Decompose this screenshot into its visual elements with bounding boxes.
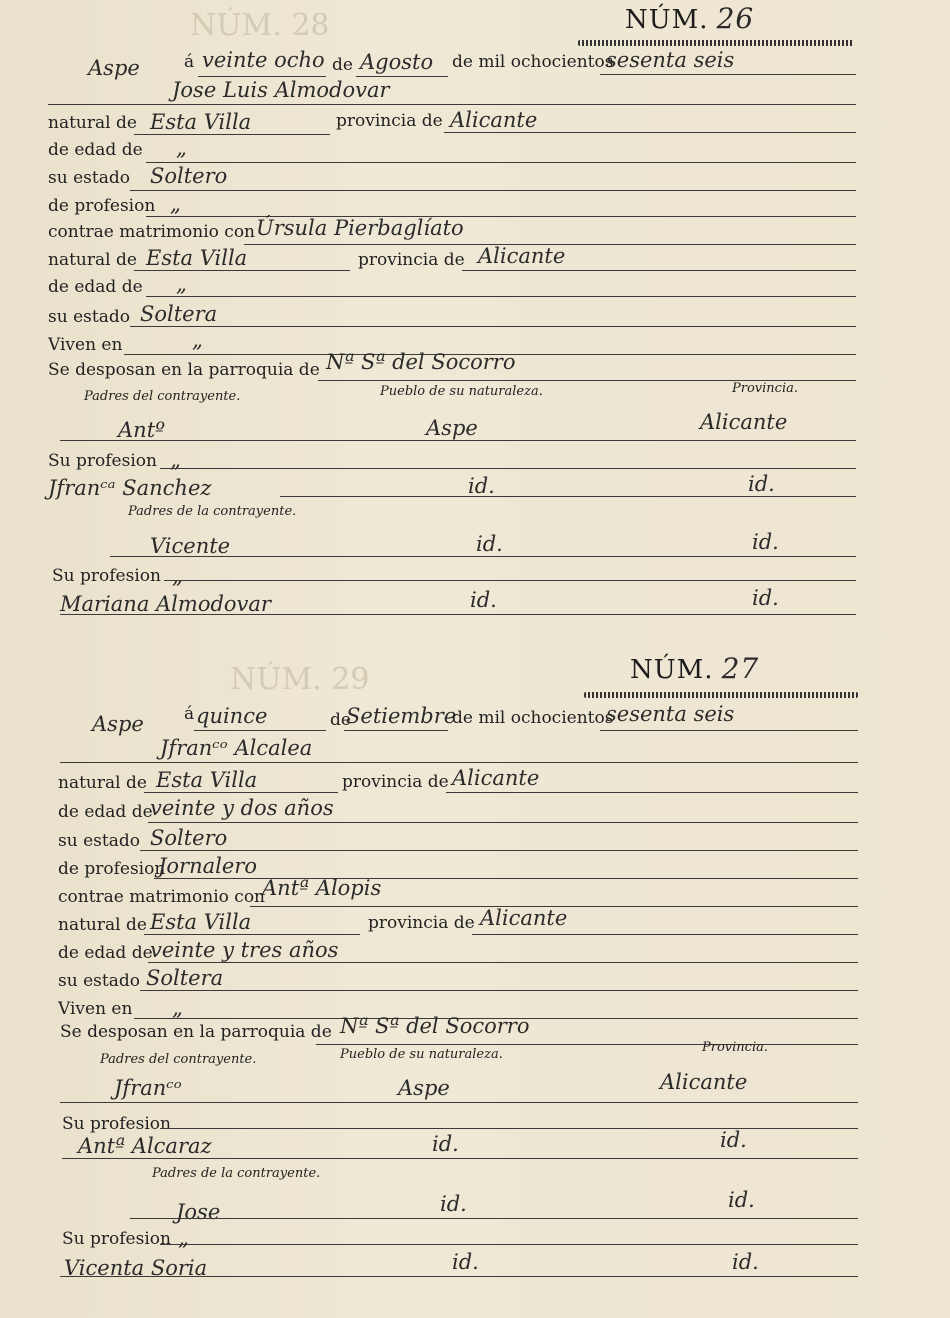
groom-mother: Antª Alcaraz (78, 1134, 212, 1158)
bride-mother: Mariana Almodovar (60, 592, 271, 616)
bride-province: Alicante (478, 244, 566, 268)
bride-age: veinte y tres años (150, 938, 339, 962)
bride-father-profession: „ (172, 564, 183, 588)
printed-de: de (332, 55, 353, 75)
bride-province: Alicante (480, 906, 568, 930)
parish: Nª Sª del Socorro (326, 350, 516, 374)
rule (130, 1218, 858, 1219)
bride-estado: Soltera (140, 302, 218, 326)
printed-provincia-de: provincia de (342, 772, 449, 792)
rule (140, 990, 858, 991)
bride-name: Antª Alopis (262, 876, 382, 900)
printed-contrae: contrae matrimonio con (58, 887, 265, 907)
bride-mother: Vicenta Soria (64, 1256, 208, 1280)
printed-year: de mil ochocientos (452, 52, 614, 72)
groom-father: Jfranᶜᵒ (114, 1076, 182, 1100)
groom-name: Jose Luis Almodovar (172, 78, 390, 102)
header-hometown: Pueblo de su naturaleza. (340, 1047, 503, 1062)
groom-mother-hometown: id. (432, 1132, 459, 1156)
rule (144, 792, 338, 793)
groom-name: Jfranᶜᵒ Alcalea (160, 736, 313, 760)
groom-father-profession: „ (170, 448, 181, 472)
groom-estado: Soltero (150, 164, 228, 188)
groom-mother-hometown: id. (468, 474, 495, 498)
rule (60, 1276, 858, 1277)
printed-viven-en: Viven en (48, 335, 123, 355)
groom-profession: Jornalero (158, 854, 257, 878)
printed-su-estado: su estado (58, 971, 140, 991)
header-bride-parents: Padres de la contrayente. (128, 504, 297, 519)
entry-number-label: NÚM. (630, 655, 714, 685)
bride-natural: Esta Villa (150, 910, 252, 934)
groom-father-hometown: Aspe (398, 1076, 450, 1100)
rule (60, 1102, 858, 1103)
groom-mother: Jfranᶜᵃ Sanchez (48, 476, 212, 500)
month: Setiembre (346, 704, 457, 728)
groom-father-province: Alicante (660, 1070, 748, 1094)
groom-age: veinte y dos años (150, 796, 334, 820)
rule (160, 1128, 858, 1129)
rule (154, 878, 858, 879)
day: veinte ocho (202, 48, 325, 72)
groom-estado: Soltero (150, 826, 228, 850)
header-province: Provincia. (702, 1040, 768, 1055)
rule (140, 850, 858, 851)
entry-number (630, 652, 759, 685)
rule (344, 730, 448, 731)
header-bride-parents: Padres de la contrayente. (152, 1166, 321, 1181)
printed-natural-de: natural de (58, 773, 147, 793)
bleed-through-mark: NÚM. 29 (230, 662, 370, 697)
rule (160, 1244, 858, 1245)
printed-natural-de: natural de (48, 113, 137, 133)
rule (446, 792, 858, 793)
groom-father: Antº (118, 418, 166, 442)
month: Agosto (360, 50, 434, 74)
groom-natural: Esta Villa (150, 110, 252, 134)
header-groom-parents: Padres del contrayente. (84, 389, 241, 404)
printed-de-edad-de: de edad de (58, 802, 153, 822)
groom-mother-province: id. (720, 1128, 747, 1152)
entry-number-label: NÚM. (625, 5, 709, 35)
place: Aspe (92, 712, 144, 736)
printed-de-profesion: de profesion (58, 859, 166, 879)
bride-father-hometown: id. (476, 532, 503, 556)
printed-natural-de: natural de (58, 915, 147, 935)
bride-natural: Esta Villa (146, 246, 248, 270)
year-handwritten: sesenta seis (606, 702, 735, 726)
printed-provincia-de: provincia de (358, 250, 465, 270)
entry-number-ornament (584, 692, 858, 698)
groom-age: „ (176, 136, 187, 160)
printed-contrae: contrae matrimonio con (48, 222, 255, 242)
printed-natural-de: natural de (48, 250, 137, 270)
printed-su-estado: su estado (48, 168, 130, 188)
rule (316, 1044, 858, 1045)
residence: „ (192, 328, 203, 352)
parish: Nª Sª del Socorro (340, 1014, 530, 1038)
groom-natural: Esta Villa (156, 768, 258, 792)
bride-father: Jose (176, 1200, 221, 1224)
bride-father-province: id. (752, 530, 779, 554)
rule (62, 1158, 858, 1159)
bride-mother-province: id. (732, 1250, 759, 1274)
bride-father-hometown: id. (440, 1192, 467, 1216)
rule (148, 822, 858, 823)
printed-su-profesion: Su profesion (52, 566, 161, 586)
printed-year: de mil ochocientos (452, 708, 614, 728)
printed-su-profesion: Su profesion (48, 451, 157, 471)
rule (600, 730, 858, 731)
printed-provincia-de: provincia de (336, 111, 443, 131)
bride-father-profession: „ (178, 1226, 189, 1250)
printed-de-edad-de: de edad de (58, 943, 153, 963)
groom-father-hometown: Aspe (426, 416, 478, 440)
printed-a: á (184, 52, 195, 72)
groom-profession: „ (170, 192, 181, 216)
bride-mother-province: id. (752, 586, 779, 610)
bride-mother-hometown: id. (470, 588, 497, 612)
bride-estado: Soltera (146, 966, 224, 990)
rule (144, 934, 360, 935)
rule (194, 730, 326, 731)
printed-de-edad-de: de edad de (48, 277, 143, 297)
entry-number-handwritten: 26 (716, 2, 755, 35)
groom-mother-province: id. (748, 472, 775, 496)
bride-name: Úrsula Pierbaglíato (256, 216, 464, 240)
printed-viven-en: Viven en (58, 999, 133, 1019)
rule (60, 762, 858, 763)
groom-father-province: Alicante (700, 410, 788, 434)
printed-su-profesion: Su profesion (62, 1229, 171, 1249)
printed-se-desposan: Se desposan en la parroquia de (48, 360, 320, 380)
printed-de-profesion: de profesion (48, 196, 156, 216)
entry-number-handwritten: 27 (721, 652, 760, 685)
printed-de-edad-de: de edad de (48, 140, 143, 160)
year-handwritten: sesenta seis (606, 48, 735, 72)
header-hometown: Pueblo de su naturaleza. (380, 384, 543, 399)
rule (472, 934, 858, 935)
residence: „ (172, 996, 183, 1020)
printed-se-desposan: Se desposan en la parroquia de (60, 1022, 332, 1042)
groom-province: Alicante (450, 108, 538, 132)
printed-de: de (330, 710, 351, 730)
bleed-through-mark: NÚM. 28 (190, 8, 330, 43)
bride-father-province: id. (728, 1188, 755, 1212)
groom-province: Alicante (452, 766, 540, 790)
bride-father: Vicente (150, 534, 231, 558)
printed-a: á (184, 704, 195, 724)
bride-mother-hometown: id. (452, 1250, 479, 1274)
rule (148, 962, 858, 963)
printed-provincia-de: provincia de (368, 913, 475, 933)
printed-su-profesion: Su profesion (62, 1114, 171, 1134)
place: Aspe (88, 56, 140, 80)
header-groom-parents: Padres del contrayente. (100, 1052, 257, 1067)
bride-age: „ (176, 272, 187, 296)
day: quince (196, 704, 268, 728)
header-province: Provincia. (732, 381, 798, 396)
printed-su-estado: su estado (58, 831, 140, 851)
printed-su-estado: su estado (48, 307, 130, 327)
